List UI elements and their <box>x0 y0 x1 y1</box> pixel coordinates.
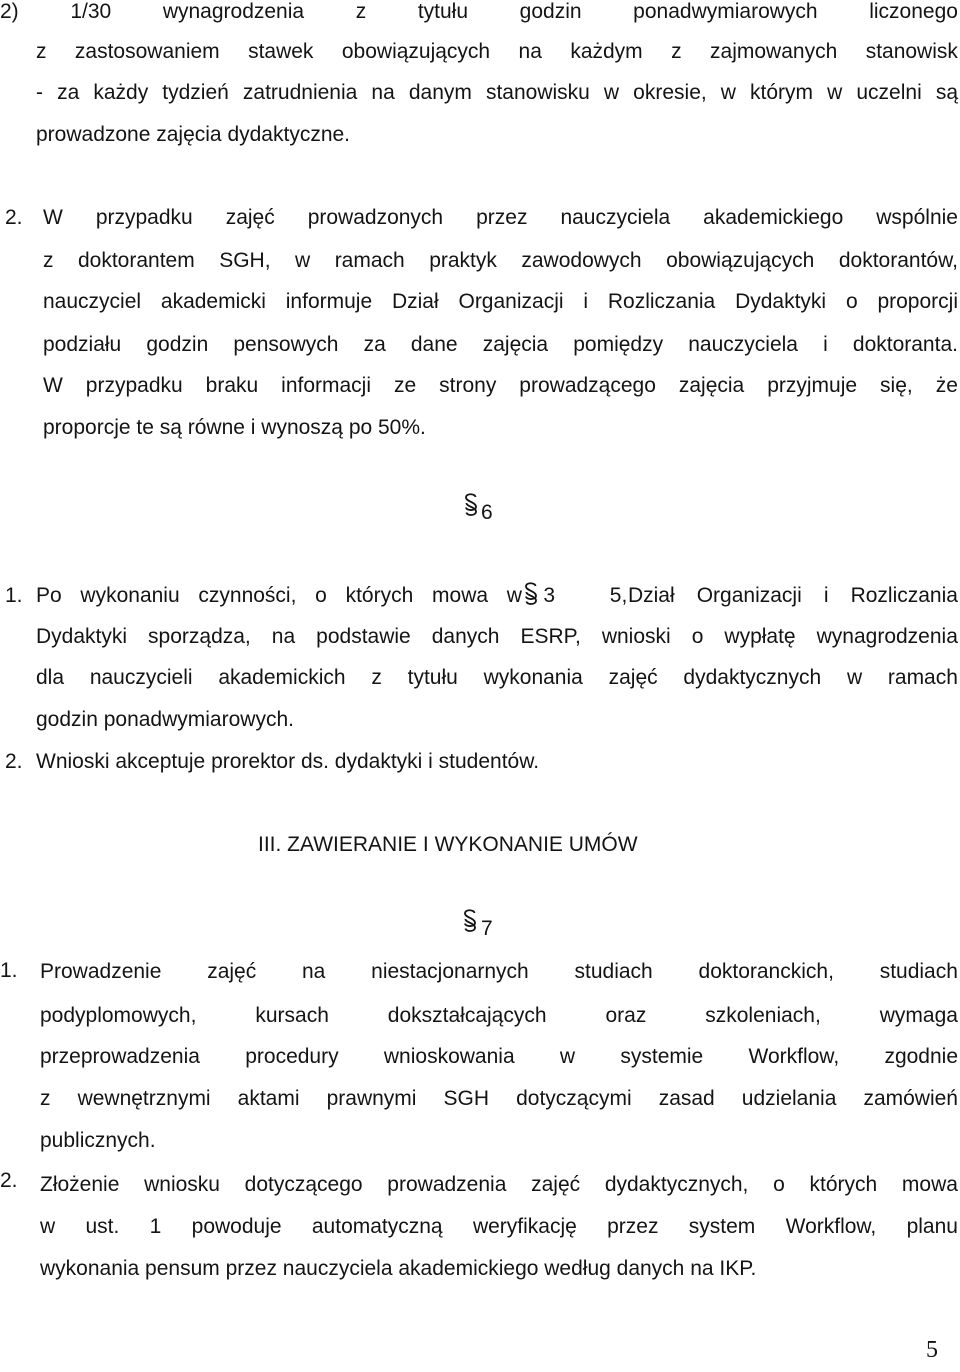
word: SGH, <box>219 249 271 272</box>
word: W <box>43 206 63 229</box>
line-end <box>628 575 958 617</box>
word: tytułu <box>407 666 458 689</box>
word: informuje <box>285 290 373 313</box>
word: czynności, <box>198 584 297 607</box>
word: planu <box>906 1215 958 1238</box>
word: w <box>506 584 522 607</box>
word: przyjmuje <box>767 374 858 397</box>
word: dotyczącymi <box>516 1087 632 1110</box>
paragraph-line <box>43 281 958 323</box>
item-number: 2. <box>5 750 23 773</box>
word: prawnymi <box>326 1087 417 1110</box>
item-number: 1. <box>5 584 23 607</box>
word: obowiązujących <box>341 40 491 63</box>
paragraph-line <box>36 31 958 73</box>
word: W <box>43 374 63 397</box>
word: ze <box>393 374 417 397</box>
word: zastosowaniem <box>74 40 220 63</box>
word: w <box>720 81 736 104</box>
word: doktoranckich, <box>698 960 834 983</box>
word: wykonania <box>483 666 583 689</box>
word: wniosku <box>144 1173 220 1196</box>
word: których <box>809 1173 878 1196</box>
word: szkoleniach, <box>705 1004 821 1027</box>
word: SGH <box>443 1087 490 1110</box>
paragraph-line <box>36 657 958 699</box>
word: na <box>271 625 296 648</box>
word: wykonaniu <box>80 584 180 607</box>
word: obowiązujących <box>666 249 815 272</box>
paragraph-line <box>43 365 958 407</box>
word: i <box>583 290 589 313</box>
word: zajmowanych <box>710 40 838 63</box>
section-number: 7 <box>481 917 493 940</box>
word: na <box>518 40 542 63</box>
line-start <box>36 575 522 617</box>
word: Rozliczania <box>607 290 716 313</box>
paragraph-line <box>36 575 958 617</box>
word: wnioskowania <box>383 1045 515 1068</box>
word: wynagrodzenia <box>816 625 958 648</box>
word: strony <box>439 374 497 397</box>
word: Rozliczania <box>850 584 958 607</box>
word: studiach <box>879 960 958 983</box>
word: że <box>935 374 958 397</box>
word: wymaga <box>879 1004 958 1027</box>
word: Prowadzenie <box>40 960 162 983</box>
word: o <box>691 625 704 648</box>
word: i <box>823 333 828 356</box>
paragraph-line: proporcje te są równe i wynoszą po 50%. <box>43 416 426 439</box>
word: podziału <box>43 333 122 356</box>
word: ponadwymiarowych <box>633 0 818 23</box>
paragraph-line: publicznych. <box>40 1129 156 1152</box>
word: 2) <box>0 0 19 23</box>
word: akademickiego <box>703 206 844 229</box>
word: oraz <box>605 1004 647 1027</box>
word: w <box>603 81 620 104</box>
word: Workflow, <box>748 1045 840 1068</box>
word: okresie, <box>633 81 707 104</box>
word: sporządza, <box>148 625 251 648</box>
word: aktami <box>237 1087 300 1110</box>
section-sign <box>462 908 478 952</box>
word: których <box>345 584 414 607</box>
word: Dział <box>391 290 439 313</box>
word: prowadzenia <box>387 1173 507 1196</box>
word: 1 <box>149 1215 162 1238</box>
word: wnioski <box>601 625 671 648</box>
word: z <box>43 249 54 272</box>
paragraph-line: prowadzone zajęcia dydaktyczne. <box>36 123 351 146</box>
word: nauczyciel <box>43 290 142 313</box>
word: nauczyciela <box>560 206 671 229</box>
word: w <box>40 1215 56 1238</box>
word: informacji <box>281 374 372 397</box>
word: Złożenie <box>40 1173 120 1196</box>
word: Po <box>36 584 62 607</box>
word: niestacjonarnych <box>371 960 529 983</box>
section-sign <box>463 492 479 536</box>
section-heading: III. ZAWIERANIE I WYKONANIE UMÓW <box>258 833 638 856</box>
word: wspólnie <box>876 206 958 229</box>
paragraph-line <box>43 197 958 239</box>
word: doktoranta. <box>852 333 958 356</box>
word: za <box>57 81 80 104</box>
word: nauczyciela <box>688 333 798 356</box>
item-number: 2. <box>5 206 23 229</box>
word: kursach <box>255 1004 329 1027</box>
word: z <box>36 40 47 63</box>
word: ESRP, <box>520 625 581 648</box>
word: 5, <box>609 584 628 607</box>
word: danym <box>408 81 472 104</box>
word: dotyczącego <box>244 1173 363 1196</box>
word: podyplomowych, <box>40 1004 197 1027</box>
word: Dział <box>627 584 675 607</box>
word: dla <box>36 666 65 689</box>
word: - <box>36 81 43 104</box>
word: ust. <box>85 1215 120 1238</box>
word: wynagrodzenia <box>162 0 305 23</box>
word: zajęć <box>531 1173 581 1196</box>
word: zajęć <box>207 960 257 983</box>
word: wypłatę <box>724 625 796 648</box>
word: Organizacji <box>458 290 564 313</box>
word: doktorantem <box>77 249 195 272</box>
word: się, <box>880 374 913 397</box>
word: liczonego <box>869 0 958 23</box>
word: braku <box>205 374 259 397</box>
paragraph-line <box>40 951 958 993</box>
word: z <box>355 0 367 23</box>
word: zatrudnienia <box>242 81 358 104</box>
paragraph-line <box>40 1036 958 1078</box>
word: tydzień <box>162 81 229 104</box>
paragraph-line <box>43 240 958 282</box>
section-number: 6 <box>481 501 493 524</box>
word: Dydaktyki <box>735 290 827 313</box>
word: system <box>688 1215 756 1238</box>
word: prowadzącego <box>519 374 656 397</box>
word: nauczycieli <box>89 666 193 689</box>
word: godzin <box>146 333 209 356</box>
item-number: 1. <box>0 959 18 982</box>
word: z <box>371 666 382 689</box>
word: o <box>773 1173 785 1196</box>
word: zawodowych <box>521 249 642 272</box>
word: stanowisku <box>485 81 590 104</box>
word: 3 <box>543 584 555 607</box>
word: zajęcia <box>482 333 549 356</box>
paragraph-line <box>43 324 958 366</box>
word: za <box>363 333 386 356</box>
section-symbol-icon <box>463 492 479 522</box>
word: zgodnie <box>884 1045 958 1068</box>
item-number: 2. <box>0 1169 18 1192</box>
word: którym <box>750 81 814 104</box>
word: z <box>671 40 682 63</box>
word: Organizacji <box>696 584 802 607</box>
word: akademickich <box>218 666 346 689</box>
word: doktorantów, <box>838 249 958 272</box>
word: na <box>371 81 395 104</box>
page-number: 5 <box>926 1337 938 1363</box>
word: w <box>559 1045 576 1068</box>
paragraph-line <box>36 616 958 658</box>
word: w <box>846 666 863 689</box>
paragraph-line <box>0 0 958 33</box>
paragraph-line: godzin ponadwymiarowych. <box>36 708 294 731</box>
section-sign <box>523 575 543 617</box>
word: automatyczną <box>311 1215 443 1238</box>
word: godzin <box>519 0 582 23</box>
word: procedury <box>245 1045 339 1068</box>
word: akademicki <box>160 290 266 313</box>
word: systemie <box>620 1045 704 1068</box>
word: mowa <box>901 1173 958 1196</box>
word: przypadku <box>85 374 183 397</box>
word: udzielania <box>741 1087 837 1110</box>
word: stanowisk <box>865 40 958 63</box>
section-reference <box>543 575 627 617</box>
word: stawek <box>248 40 314 63</box>
section-symbol-icon <box>462 908 478 938</box>
word: w <box>295 249 311 272</box>
word: prowadzonych <box>307 206 444 229</box>
word: proporcji <box>877 290 958 313</box>
word: każdy <box>93 81 149 104</box>
word: podstawie <box>316 625 411 648</box>
word: uczelni <box>856 81 922 104</box>
word: mowa <box>432 584 489 607</box>
word: Workflow, <box>785 1215 877 1238</box>
word: dokształcających <box>387 1004 547 1027</box>
paragraph-line <box>40 1164 958 1206</box>
word: zajęć <box>225 206 275 229</box>
paragraph-line <box>40 1206 958 1248</box>
word: weryfikację <box>472 1215 577 1238</box>
word: i <box>823 584 829 607</box>
word: danych <box>431 625 500 648</box>
paragraph-line <box>40 995 958 1037</box>
word: dydaktycznych <box>683 666 822 689</box>
section-symbol-icon <box>523 581 539 611</box>
word: pomiędzy <box>573 333 664 356</box>
paragraph-line: Wnioski akceptuje prorektor ds. dydaktyki i studentów. <box>36 750 540 773</box>
word: każdym <box>570 40 643 63</box>
word: pensowych <box>233 333 339 356</box>
word: zajęcia <box>678 374 745 397</box>
word: ramach <box>887 666 958 689</box>
word: studiach <box>574 960 653 983</box>
word: są <box>935 81 958 104</box>
word: Dydaktyki <box>36 625 128 648</box>
word: zamówień <box>863 1087 958 1110</box>
word: zajęć <box>608 666 658 689</box>
paragraph-line: wykonania pensum przez nauczyciela akademickiego według danych na IKP. <box>40 1257 757 1280</box>
word: dydaktycznych, <box>604 1173 749 1196</box>
word: przez <box>607 1215 659 1238</box>
word: dane <box>410 333 458 356</box>
word: o <box>845 290 858 313</box>
word: ramach <box>334 249 405 272</box>
paragraph-line <box>36 72 958 114</box>
word: przypadku <box>95 206 193 229</box>
word: w <box>827 81 843 104</box>
word: o <box>315 584 327 607</box>
paragraph-line <box>40 1078 958 1120</box>
word: przeprowadzenia <box>40 1045 200 1068</box>
word: na <box>302 960 326 983</box>
word: zasad <box>658 1087 715 1110</box>
word: 1/30 <box>70 0 112 23</box>
word: tytułu <box>417 0 469 23</box>
word: powoduje <box>191 1215 282 1238</box>
word: wewnętrznymi <box>77 1087 211 1110</box>
word: praktyk <box>429 249 497 272</box>
word: z <box>40 1087 51 1110</box>
word: przez <box>476 206 528 229</box>
